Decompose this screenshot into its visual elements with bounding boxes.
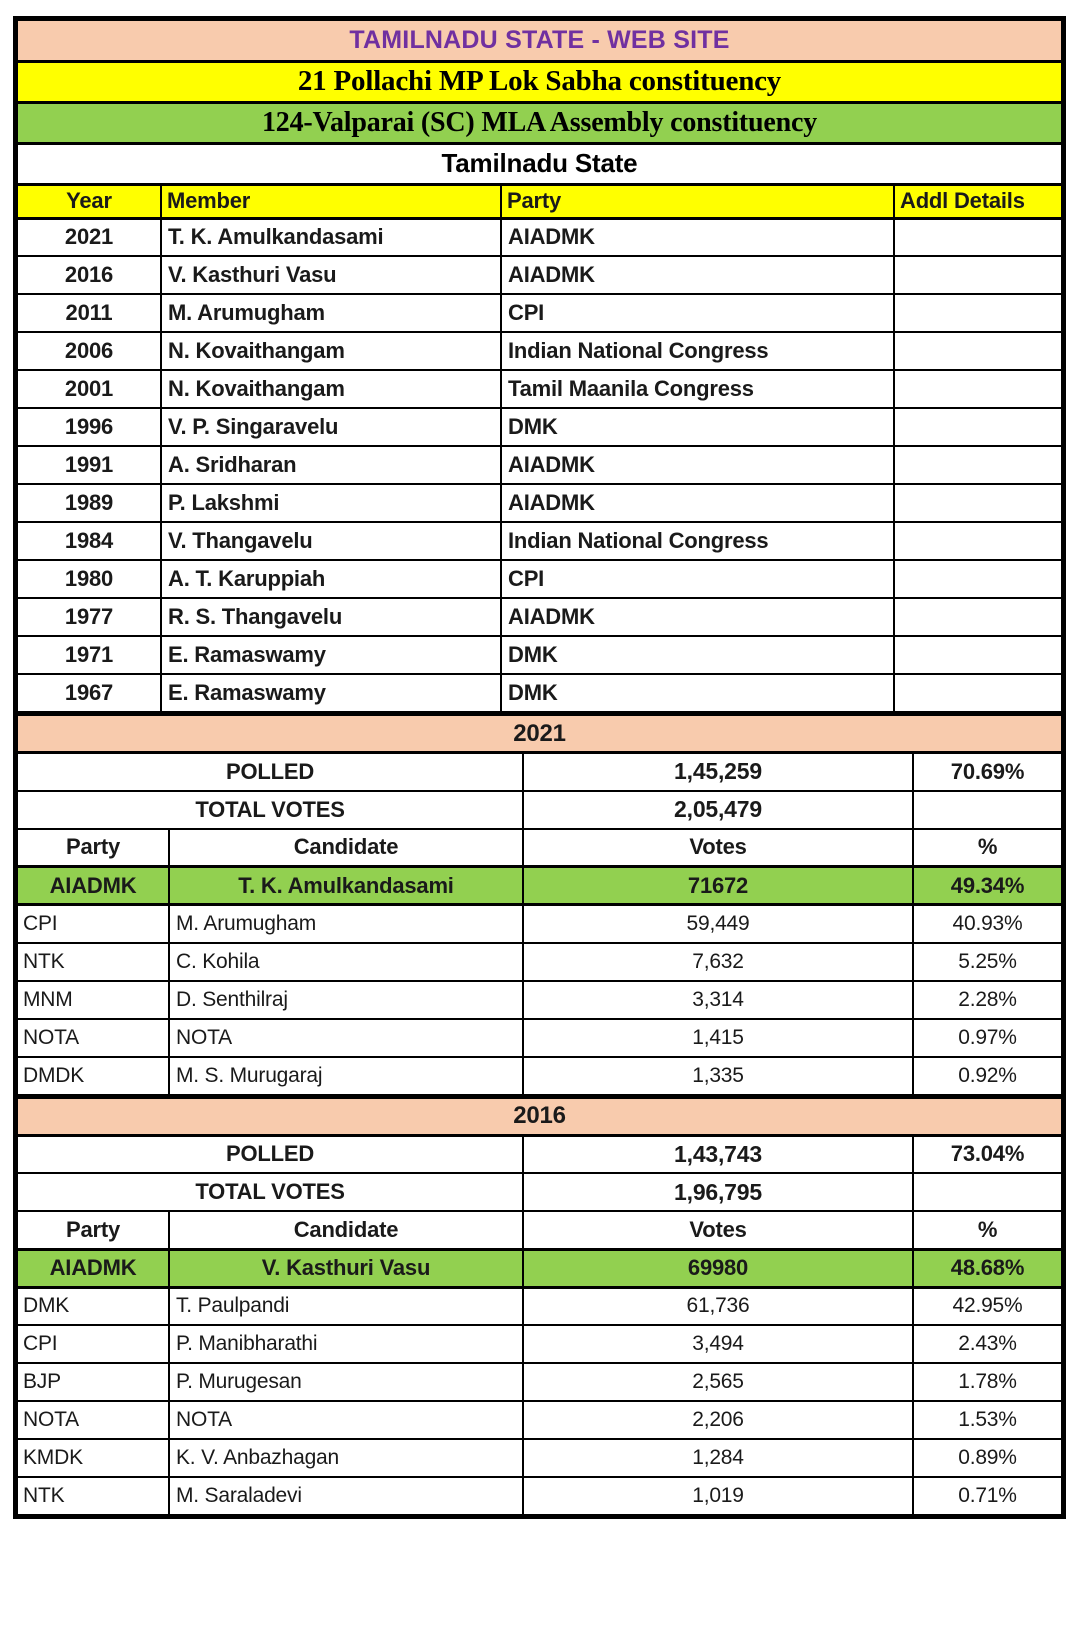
polled-votes: 1,43,743 xyxy=(523,1135,913,1173)
member-addl-cell xyxy=(894,408,1062,446)
member-name-cell: N. Kovaithangam xyxy=(161,332,501,370)
result-candidate-cell: P. Manibharathi xyxy=(169,1325,523,1363)
result-candidate-cell: NOTA xyxy=(169,1401,523,1439)
result-votes-cell: 3,494 xyxy=(523,1325,913,1363)
results-header-party: Party xyxy=(17,1211,169,1249)
result-votes-cell: 3,314 xyxy=(523,981,913,1019)
polled-row xyxy=(17,1135,1062,1173)
result-row xyxy=(17,981,1062,1019)
member-year-cell: 1967 xyxy=(17,674,161,712)
polled-row xyxy=(17,753,1062,791)
winner-votes-cell: 71672 xyxy=(523,867,913,905)
result-candidate-cell: D. Senthilraj xyxy=(169,981,523,1019)
member-addl-cell xyxy=(894,484,1062,522)
election-2016-section xyxy=(16,1096,1063,1517)
result-row xyxy=(17,1477,1062,1515)
member-party-cell: AIADMK xyxy=(501,218,894,256)
result-percent-cell: 2.28% xyxy=(913,981,1062,1019)
result-party-cell: CPI xyxy=(17,905,169,943)
member-row xyxy=(17,674,1062,712)
header-party: Party xyxy=(501,184,894,218)
member-name-cell: R. S. Thangavelu xyxy=(161,598,501,636)
member-row xyxy=(17,598,1062,636)
polled-label: POLLED xyxy=(17,1135,523,1173)
member-name-cell: M. Arumugham xyxy=(161,294,501,332)
member-row xyxy=(17,636,1062,674)
result-row xyxy=(17,1287,1062,1325)
result-row xyxy=(17,1439,1062,1477)
member-year-cell: 1977 xyxy=(17,598,161,636)
member-row xyxy=(17,294,1062,332)
section-year-title: 2016 xyxy=(17,1097,1062,1135)
header-year: Year xyxy=(17,184,161,218)
member-name-cell: E. Ramaswamy xyxy=(161,674,501,712)
member-year-cell: 2021 xyxy=(17,218,161,256)
results-header-percent: % xyxy=(913,1211,1062,1249)
banner-mla-row xyxy=(17,102,1062,143)
result-row xyxy=(17,1019,1062,1057)
member-row xyxy=(17,560,1062,598)
winner-candidate-cell: V. Kasthuri Vasu xyxy=(169,1249,523,1287)
member-row xyxy=(17,256,1062,294)
result-votes-cell: 59,449 xyxy=(523,905,913,943)
result-percent-cell: 0.89% xyxy=(913,1439,1062,1477)
section-title-row xyxy=(17,1097,1062,1135)
result-party-cell: KMDK xyxy=(17,1439,169,1477)
member-year-cell: 2011 xyxy=(17,294,161,332)
member-party-cell: Tamil Maanila Congress xyxy=(501,370,894,408)
header-member: Member xyxy=(161,184,501,218)
member-row xyxy=(17,408,1062,446)
member-addl-cell xyxy=(894,294,1062,332)
winner-candidate-cell: T. K. Amulkandasami xyxy=(169,867,523,905)
member-row xyxy=(17,218,1062,256)
banner-mp-row xyxy=(17,61,1062,102)
total-votes-label: TOTAL VOTES xyxy=(17,1173,523,1211)
total-votes-label: TOTAL VOTES xyxy=(17,791,523,829)
result-votes-cell: 1,335 xyxy=(523,1057,913,1095)
constituency-table-wrapper xyxy=(13,16,1066,1519)
result-percent-cell: 0.71% xyxy=(913,1477,1062,1515)
site-title: TAMILNADU STATE - WEB SITE xyxy=(17,20,1062,61)
polled-percent: 70.69% xyxy=(913,753,1062,791)
member-name-cell: V. P. Singaravelu xyxy=(161,408,501,446)
results-header-row xyxy=(17,1211,1062,1249)
results-header-party: Party xyxy=(17,829,169,867)
member-addl-cell xyxy=(894,256,1062,294)
total-votes-value: 1,96,795 xyxy=(523,1173,913,1211)
member-name-cell: V. Thangavelu xyxy=(161,522,501,560)
result-party-cell: DMDK xyxy=(17,1057,169,1095)
result-row xyxy=(17,905,1062,943)
result-row xyxy=(17,943,1062,981)
winner-percent-cell: 49.34% xyxy=(913,867,1062,905)
member-year-cell: 2016 xyxy=(17,256,161,294)
polled-votes: 1,45,259 xyxy=(523,753,913,791)
results-header-percent: % xyxy=(913,829,1062,867)
result-row xyxy=(17,1325,1062,1363)
polled-label: POLLED xyxy=(17,753,523,791)
member-party-cell: CPI xyxy=(501,294,894,332)
member-party-cell: DMK xyxy=(501,674,894,712)
total-votes-percent xyxy=(913,1173,1062,1211)
result-candidate-cell: M. Arumugham xyxy=(169,905,523,943)
member-year-cell: 1989 xyxy=(17,484,161,522)
result-party-cell: NTK xyxy=(17,1477,169,1515)
result-percent-cell: 1.53% xyxy=(913,1401,1062,1439)
result-candidate-cell: P. Murugesan xyxy=(169,1363,523,1401)
result-party-cell: DMK xyxy=(17,1287,169,1325)
result-percent-cell: 1.78% xyxy=(913,1363,1062,1401)
banner-state-row xyxy=(17,143,1062,184)
result-party-cell: NTK xyxy=(17,943,169,981)
result-percent-cell: 2.43% xyxy=(913,1325,1062,1363)
winner-party-cell: AIADMK xyxy=(17,1249,169,1287)
results-header-votes: Votes xyxy=(523,829,913,867)
result-candidate-cell: K. V. Anbazhagan xyxy=(169,1439,523,1477)
section-title-row xyxy=(17,715,1062,753)
banner-site-row xyxy=(17,20,1062,61)
member-name-cell: V. Kasthuri Vasu xyxy=(161,256,501,294)
member-party-cell: AIADMK xyxy=(501,598,894,636)
result-candidate-cell: M. S. Murugaraj xyxy=(169,1057,523,1095)
polled-percent: 73.04% xyxy=(913,1135,1062,1173)
result-party-cell: NOTA xyxy=(17,1401,169,1439)
member-row xyxy=(17,484,1062,522)
member-year-cell: 2001 xyxy=(17,370,161,408)
member-year-cell: 1984 xyxy=(17,522,161,560)
member-addl-cell xyxy=(894,522,1062,560)
winner-party-cell: AIADMK xyxy=(17,867,169,905)
result-percent-cell: 5.25% xyxy=(913,943,1062,981)
member-addl-cell xyxy=(894,446,1062,484)
result-votes-cell: 1,284 xyxy=(523,1439,913,1477)
member-year-cell: 2006 xyxy=(17,332,161,370)
result-party-cell: MNM xyxy=(17,981,169,1019)
member-party-cell: AIADMK xyxy=(501,256,894,294)
member-name-cell: T. K. Amulkandasami xyxy=(161,218,501,256)
member-name-cell: A. T. Karuppiah xyxy=(161,560,501,598)
result-row xyxy=(17,1363,1062,1401)
result-votes-cell: 2,565 xyxy=(523,1363,913,1401)
state-title: Tamilnadu State xyxy=(17,143,1062,184)
members-table xyxy=(16,19,1063,713)
member-year-cell: 1991 xyxy=(17,446,161,484)
member-addl-cell xyxy=(894,636,1062,674)
member-name-cell: A. Sridharan xyxy=(161,446,501,484)
result-votes-cell: 2,206 xyxy=(523,1401,913,1439)
total-votes-percent xyxy=(913,791,1062,829)
member-row xyxy=(17,370,1062,408)
member-addl-cell xyxy=(894,560,1062,598)
member-addl-cell xyxy=(894,598,1062,636)
member-party-cell: AIADMK xyxy=(501,446,894,484)
results-header-row xyxy=(17,829,1062,867)
result-party-cell: NOTA xyxy=(17,1019,169,1057)
total-votes-row xyxy=(17,1173,1062,1211)
members-header-row xyxy=(17,184,1062,218)
member-name-cell: P. Lakshmi xyxy=(161,484,501,522)
section-year-title: 2021 xyxy=(17,715,1062,753)
election-2021-section xyxy=(16,713,1063,1096)
member-party-cell: AIADMK xyxy=(501,484,894,522)
result-percent-cell: 40.93% xyxy=(913,905,1062,943)
results-header-votes: Votes xyxy=(523,1211,913,1249)
member-year-cell: 1980 xyxy=(17,560,161,598)
total-votes-value: 2,05,479 xyxy=(523,791,913,829)
winner-percent-cell: 48.68% xyxy=(913,1249,1062,1287)
member-party-cell: Indian National Congress xyxy=(501,332,894,370)
result-percent-cell: 0.92% xyxy=(913,1057,1062,1095)
member-row xyxy=(17,332,1062,370)
result-party-cell: CPI xyxy=(17,1325,169,1363)
winner-votes-cell: 69980 xyxy=(523,1249,913,1287)
results-header-candidate: Candidate xyxy=(169,829,523,867)
member-year-cell: 1996 xyxy=(17,408,161,446)
result-candidate-cell: T. Paulpandi xyxy=(169,1287,523,1325)
member-name-cell: N. Kovaithangam xyxy=(161,370,501,408)
header-addl-details: Addl Details xyxy=(894,184,1062,218)
winner-row xyxy=(17,1249,1062,1287)
result-row xyxy=(17,1057,1062,1095)
member-addl-cell xyxy=(894,218,1062,256)
member-party-cell: DMK xyxy=(501,408,894,446)
result-candidate-cell: NOTA xyxy=(169,1019,523,1057)
result-candidate-cell: C. Kohila xyxy=(169,943,523,981)
winner-row xyxy=(17,867,1062,905)
result-votes-cell: 7,632 xyxy=(523,943,913,981)
member-addl-cell xyxy=(894,332,1062,370)
result-votes-cell: 1,019 xyxy=(523,1477,913,1515)
member-name-cell: E. Ramaswamy xyxy=(161,636,501,674)
result-row xyxy=(17,1401,1062,1439)
member-party-cell: DMK xyxy=(501,636,894,674)
member-year-cell: 1971 xyxy=(17,636,161,674)
results-header-candidate: Candidate xyxy=(169,1211,523,1249)
total-votes-row xyxy=(17,791,1062,829)
result-votes-cell: 61,736 xyxy=(523,1287,913,1325)
mla-constituency-title: 124-Valparai (SC) MLA Assembly constituency xyxy=(17,102,1062,143)
member-party-cell: CPI xyxy=(501,560,894,598)
member-addl-cell xyxy=(894,370,1062,408)
member-party-cell: Indian National Congress xyxy=(501,522,894,560)
result-percent-cell: 42.95% xyxy=(913,1287,1062,1325)
result-percent-cell: 0.97% xyxy=(913,1019,1062,1057)
member-row xyxy=(17,522,1062,560)
mp-constituency-title: 21 Pollachi MP Lok Sabha constituency xyxy=(17,61,1062,102)
member-row xyxy=(17,446,1062,484)
result-candidate-cell: M. Saraladevi xyxy=(169,1477,523,1515)
result-party-cell: BJP xyxy=(17,1363,169,1401)
member-addl-cell xyxy=(894,674,1062,712)
result-votes-cell: 1,415 xyxy=(523,1019,913,1057)
